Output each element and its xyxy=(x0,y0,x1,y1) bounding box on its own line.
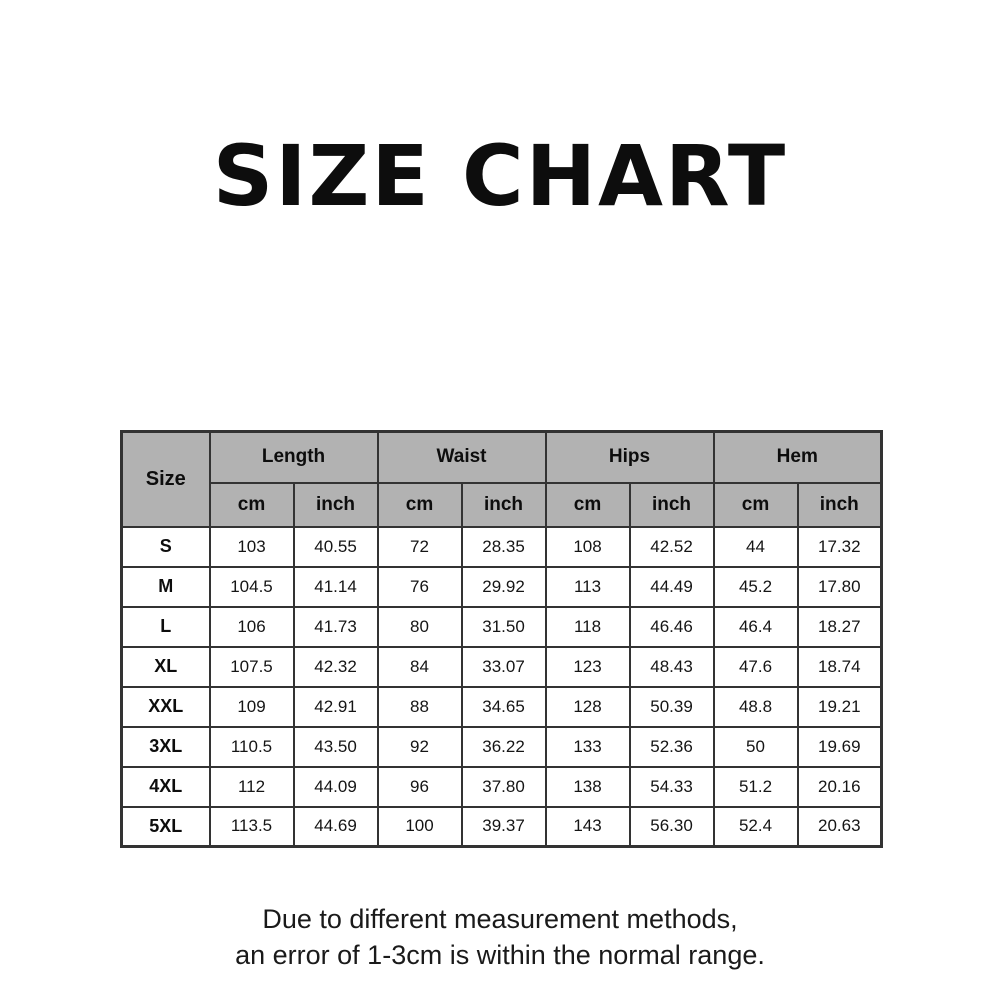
value-cell: 96 xyxy=(378,767,462,807)
value-cell: 76 xyxy=(378,567,462,607)
value-cell: 143 xyxy=(546,807,630,847)
value-cell: 18.27 xyxy=(798,607,882,647)
value-cell: 45.2 xyxy=(714,567,798,607)
value-cell: 44 xyxy=(714,527,798,567)
value-cell: 128 xyxy=(546,687,630,727)
footer-line-2: an error of 1-3cm is within the normal range. xyxy=(235,939,765,970)
value-cell: 108 xyxy=(546,527,630,567)
table-row xyxy=(122,607,882,647)
value-cell: 42.32 xyxy=(294,647,378,687)
value-cell: 37.80 xyxy=(462,767,546,807)
table-row xyxy=(122,527,882,567)
value-cell: 29.92 xyxy=(462,567,546,607)
value-cell: 110.5 xyxy=(210,727,294,767)
subcol-length-inch: inch xyxy=(294,483,378,527)
col-header-hem: Hem xyxy=(714,432,882,483)
header-group-row xyxy=(122,432,882,483)
value-cell: 54.33 xyxy=(630,767,714,807)
subcol-hem-cm: cm xyxy=(714,483,798,527)
table-row xyxy=(122,727,882,767)
value-cell: 17.80 xyxy=(798,567,882,607)
value-cell: 44.49 xyxy=(630,567,714,607)
value-cell: 88 xyxy=(378,687,462,727)
col-header-hips: Hips xyxy=(546,432,714,483)
col-header-length: Length xyxy=(210,432,378,483)
value-cell: 118 xyxy=(546,607,630,647)
table-row xyxy=(122,807,882,847)
value-cell: 72 xyxy=(378,527,462,567)
size-cell: M xyxy=(122,567,210,607)
value-cell: 48.8 xyxy=(714,687,798,727)
value-cell: 80 xyxy=(378,607,462,647)
value-cell: 138 xyxy=(546,767,630,807)
value-cell: 33.07 xyxy=(462,647,546,687)
subcol-hips-inch: inch xyxy=(630,483,714,527)
value-cell: 31.50 xyxy=(462,607,546,647)
col-header-waist: Waist xyxy=(378,432,546,483)
value-cell: 56.30 xyxy=(630,807,714,847)
value-cell: 19.21 xyxy=(798,687,882,727)
subcol-waist-cm: cm xyxy=(378,483,462,527)
subcol-hem-inch: inch xyxy=(798,483,882,527)
value-cell: 20.16 xyxy=(798,767,882,807)
value-cell: 44.09 xyxy=(294,767,378,807)
value-cell: 112 xyxy=(210,767,294,807)
subcol-waist-inch: inch xyxy=(462,483,546,527)
table-body xyxy=(122,527,882,847)
value-cell: 106 xyxy=(210,607,294,647)
value-cell: 39.37 xyxy=(462,807,546,847)
size-cell: 5XL xyxy=(122,807,210,847)
value-cell: 50.39 xyxy=(630,687,714,727)
table-row xyxy=(122,687,882,727)
value-cell: 48.43 xyxy=(630,647,714,687)
value-cell: 103 xyxy=(210,527,294,567)
value-cell: 20.63 xyxy=(798,807,882,847)
value-cell: 84 xyxy=(378,647,462,687)
value-cell: 19.69 xyxy=(798,727,882,767)
size-cell: XXL xyxy=(122,687,210,727)
table-row xyxy=(122,567,882,607)
value-cell: 34.65 xyxy=(462,687,546,727)
table-row xyxy=(122,767,882,807)
size-cell: 3XL xyxy=(122,727,210,767)
value-cell: 18.74 xyxy=(798,647,882,687)
value-cell: 52.36 xyxy=(630,727,714,767)
header-sub-row xyxy=(122,483,882,527)
value-cell: 40.55 xyxy=(294,527,378,567)
value-cell: 43.50 xyxy=(294,727,378,767)
value-cell: 52.4 xyxy=(714,807,798,847)
value-cell: 50 xyxy=(714,727,798,767)
value-cell: 133 xyxy=(546,727,630,767)
size-cell: XL xyxy=(122,647,210,687)
value-cell: 46.4 xyxy=(714,607,798,647)
value-cell: 42.52 xyxy=(630,527,714,567)
value-cell: 44.69 xyxy=(294,807,378,847)
value-cell: 113 xyxy=(546,567,630,607)
value-cell: 51.2 xyxy=(714,767,798,807)
size-cell: S xyxy=(122,527,210,567)
value-cell: 113.5 xyxy=(210,807,294,847)
subcol-hips-cm: cm xyxy=(546,483,630,527)
value-cell: 36.22 xyxy=(462,727,546,767)
footer-line-1: Due to different measurement methods, xyxy=(262,904,738,934)
value-cell: 104.5 xyxy=(210,567,294,607)
value-cell: 42.91 xyxy=(294,687,378,727)
size-cell: 4XL xyxy=(122,767,210,807)
size-chart-table xyxy=(120,430,883,848)
value-cell: 41.73 xyxy=(294,607,378,647)
value-cell: 92 xyxy=(378,727,462,767)
value-cell: 17.32 xyxy=(798,527,882,567)
value-cell: 47.6 xyxy=(714,647,798,687)
footer-note xyxy=(0,902,1000,974)
subcol-length-cm: cm xyxy=(210,483,294,527)
value-cell: 107.5 xyxy=(210,647,294,687)
value-cell: 109 xyxy=(210,687,294,727)
value-cell: 28.35 xyxy=(462,527,546,567)
table-row xyxy=(122,647,882,687)
page-title: SIZE CHART xyxy=(212,127,788,225)
size-cell: L xyxy=(122,607,210,647)
col-header-size: Size xyxy=(122,432,210,527)
value-cell: 123 xyxy=(546,647,630,687)
value-cell: 41.14 xyxy=(294,567,378,607)
value-cell: 46.46 xyxy=(630,607,714,647)
value-cell: 100 xyxy=(378,807,462,847)
